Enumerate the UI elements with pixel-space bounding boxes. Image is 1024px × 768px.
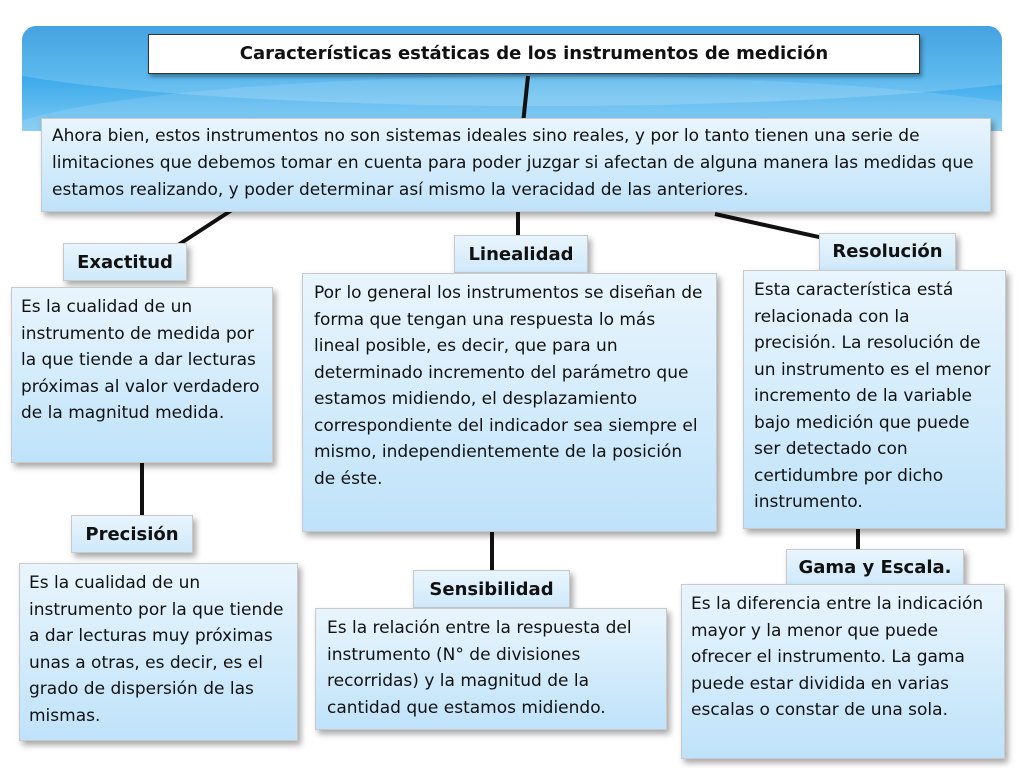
node-label-linealidad: Linealidad [454,235,588,273]
node-text-sensibilidad: Es la relación entre la respuesta del instrumento (N° de divisiones recorridas) y la magnitud de la cantidad que estamos midiendo. [315,608,667,730]
connector-resolucion-gama [856,529,860,551]
node-label-resolucion: Resolución [819,233,956,271]
node-text-exactitud: Es la cualidad de un instrumento de medida por la que tiende a dar lecturas próximas al valor verdadero de la magnitud medida. [11,287,273,463]
node-text-gama-escala: Es la diferencia entre la indicación mayor y la menor que puede ofrecer el instrumento. La gama puede estar dividida en varias escalas o constar de una sola. [681,584,1005,759]
node-label-precision: Precisión [71,515,193,553]
node-text-resolucion: Esta característica está relacionada con la precisión. La resolución de un instrumento es el menor incremento de la variable bajo medición que puede ser detectado con certidumbre por dicho instrumento. [743,270,1006,529]
connector-intro-linealidad [516,211,520,237]
connector-linealidad-sensibilidad [490,532,494,570]
node-text-linealidad: Por lo general los instrumentos se diseñan de forma que tengan una respuesta lo más lineal posible, es decir, que para un determinado incremento del parámetro que estamos midiendo, el desplazamiento correspondiente del indicador sea siempre el mismo, independientemente de la posición de éste. [302,273,717,532]
intro-box: Ahora bien, estos instrumentos no son sistemas ideales sino reales, y por lo tanto tienen una serie de limitaciones que debemos tomar en cuenta para poder juzgar si afectan de alguna manera las medidas que estamos realizando, y poder determinar así mismo la veracidad de las anteriores. [41,118,991,212]
node-label-exactitud: Exactitud [63,243,187,281]
node-label-gama-escala: Gama y Escala. [786,549,964,585]
connector-exactitud-precision [140,463,144,515]
node-label-sensibilidad: Sensibilidad [413,570,570,608]
node-text-precision: Es la cualidad de un instrumento por la que tiende a dar lecturas muy próximas unas a otras, es decir, es el grado de dispersión de las mismas. [19,563,298,741]
diagram-title: Características estáticas de los instrumentos de medición [148,34,920,74]
